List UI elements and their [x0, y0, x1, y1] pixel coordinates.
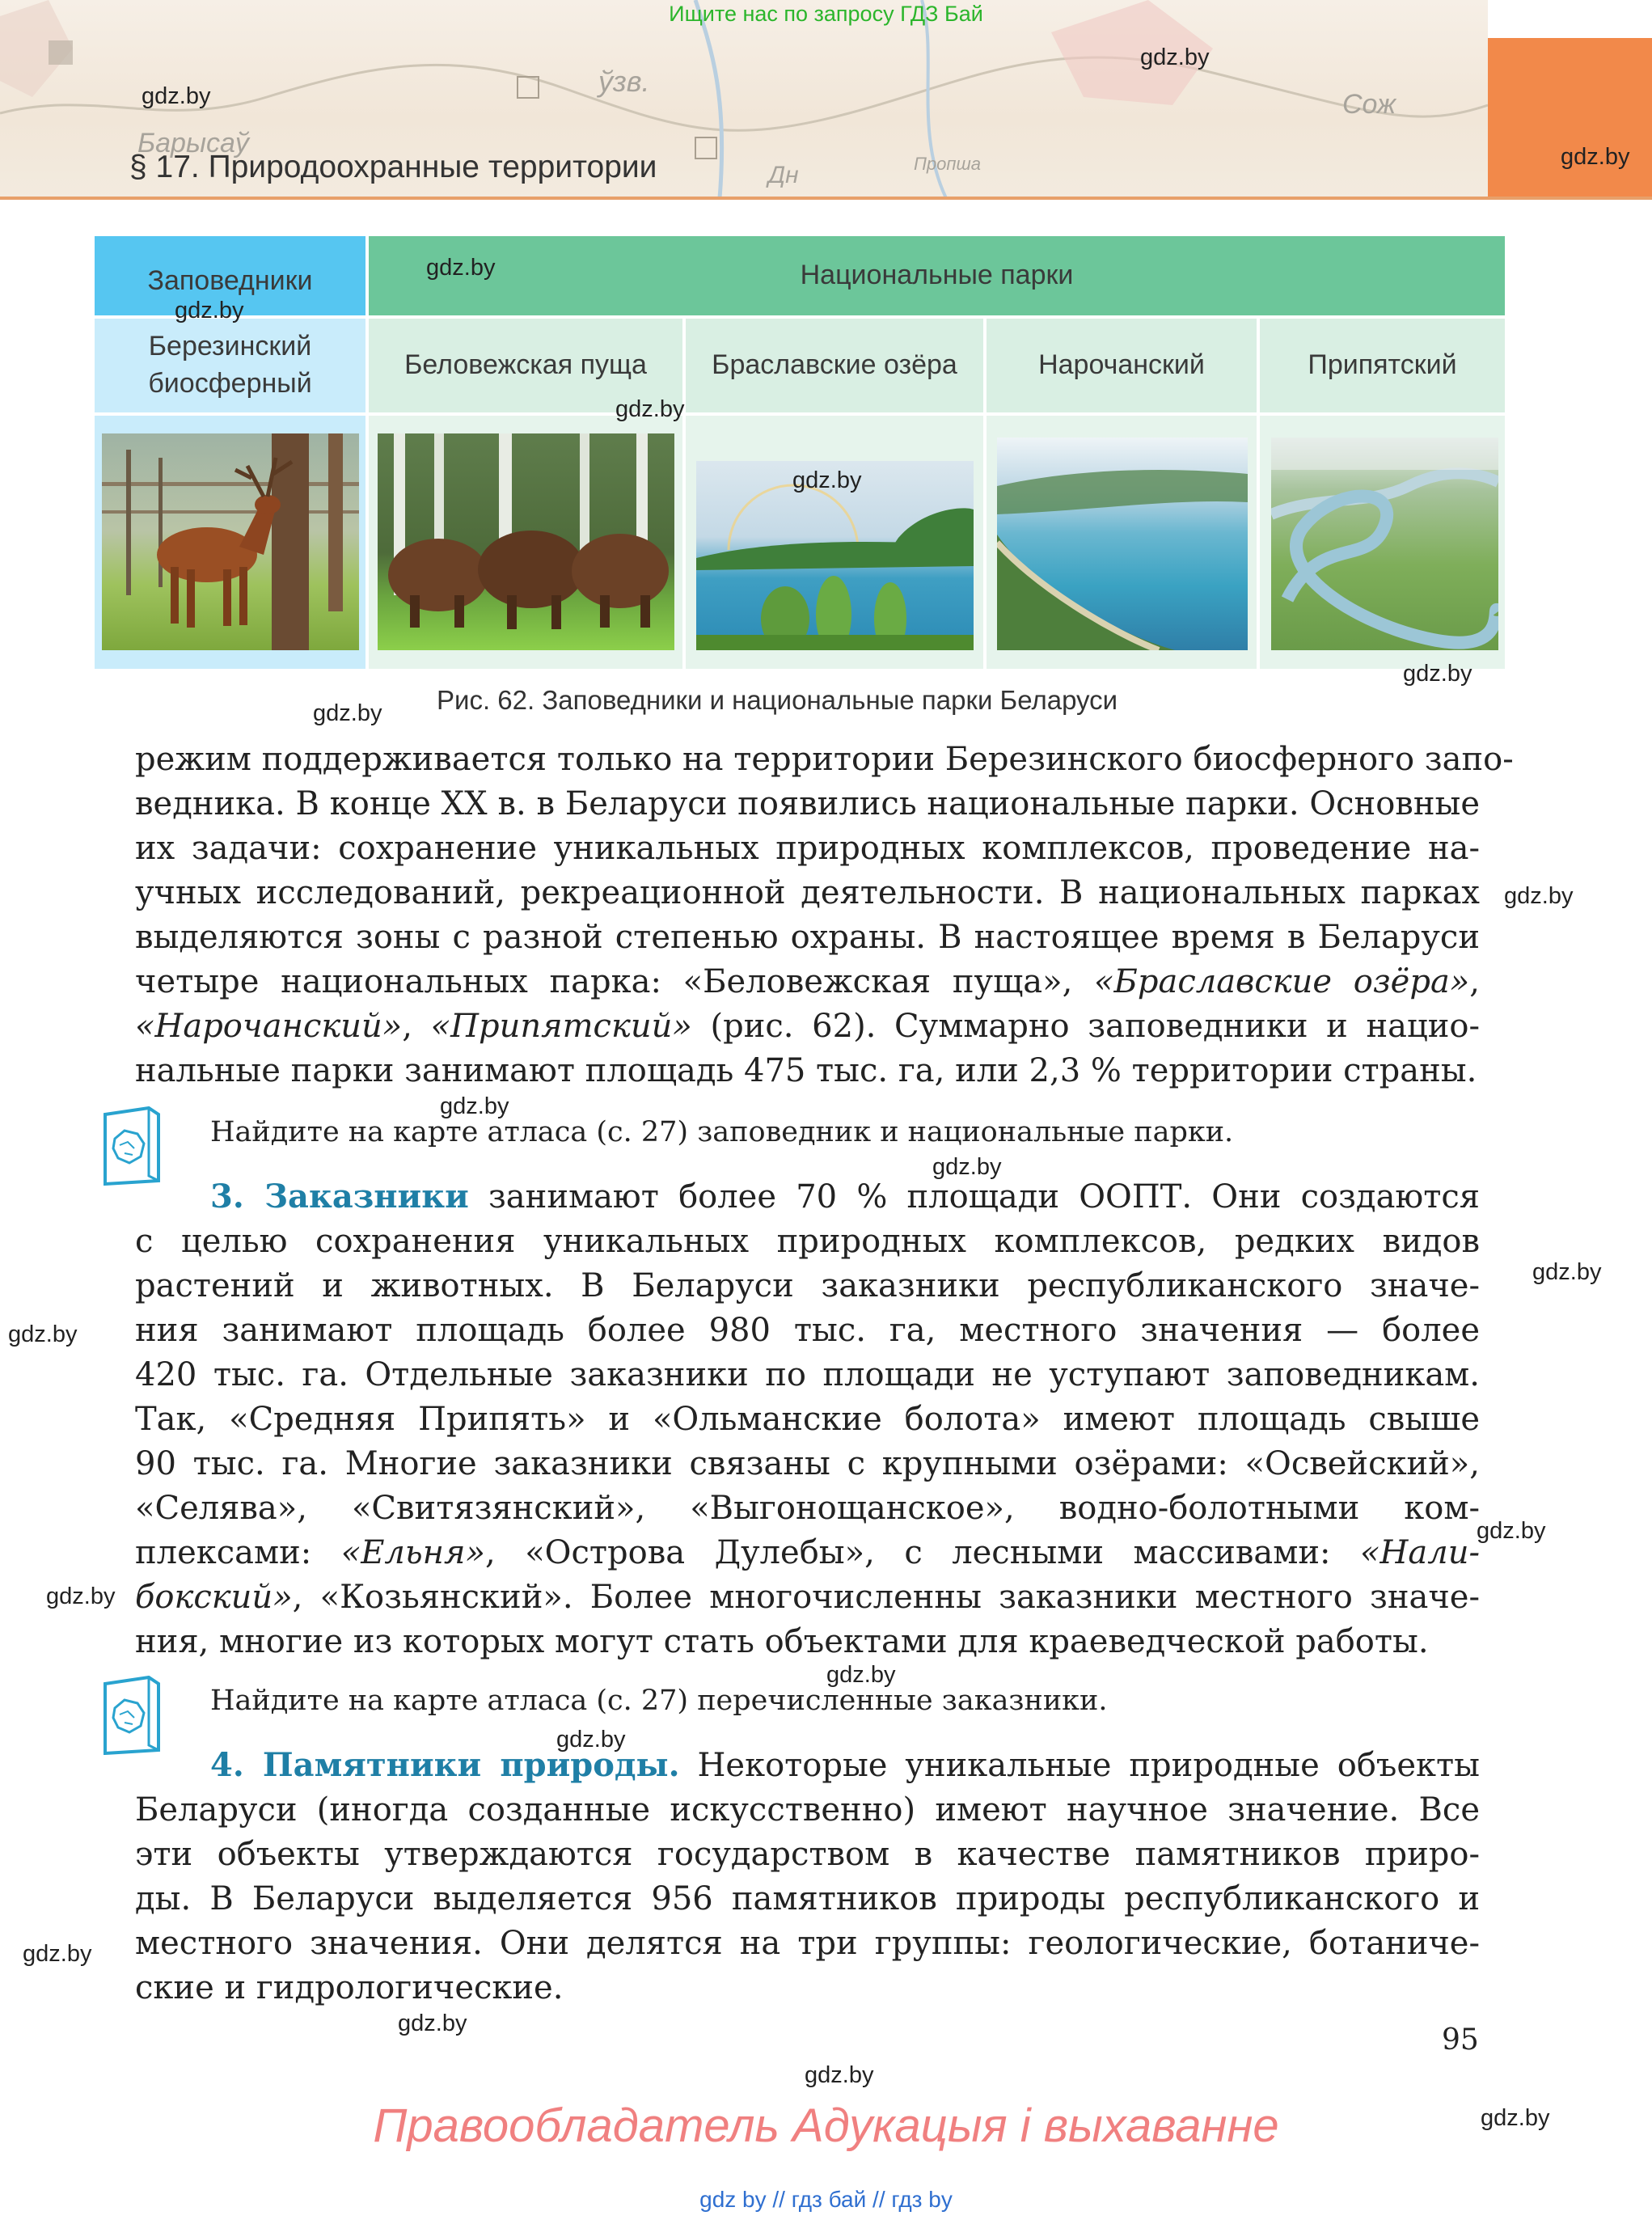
- watermark: gdz.by: [1532, 1259, 1602, 1285]
- text-line: эти объекты утверждаются государством в качестве памятников приро-: [135, 1836, 1480, 1873]
- watermark: gdz.by: [8, 1321, 78, 1347]
- map-label: Пропша: [914, 154, 982, 174]
- text-line: ведника. В конце XX в. в Беларуси появились национальные парки. Основные: [135, 785, 1480, 822]
- chapter-tab: [1488, 38, 1652, 198]
- watermark: gdz.by: [398, 2010, 467, 2036]
- watermark: gdz.by: [1504, 883, 1574, 909]
- italic-name: «Ельня»: [340, 1534, 485, 1571]
- section-title: § 17. Природоохранные территории: [129, 150, 657, 184]
- text-line: [135, 1743, 1480, 1788]
- text-line: ские и гидрологические.: [135, 1969, 564, 2006]
- text-segment: , «Острова Дулебы», с лесными массивами:: [484, 1534, 1361, 1571]
- text-line: их задачи: сохранение уникальных природных комплексов, проведение на-: [135, 830, 1480, 867]
- watermark: gdz.by: [556, 1727, 626, 1753]
- text-line: «Селява», «Свитязянский», «Выгонощанское», водно-болотными ком-: [135, 1490, 1480, 1527]
- text-segment: (рис. 62). Суммарно заповедники и нацио-: [691, 1008, 1480, 1045]
- text-line: ния, многие из которых могут стать объектами для краеведческой работы.: [135, 1623, 1429, 1660]
- text-line: Так, «Средняя Припять» и «Ольманские болота» имеют площадь свыше: [135, 1401, 1480, 1438]
- text-line: ния занимают площадь более 980 тыс. га, местного значения — более: [135, 1312, 1480, 1349]
- watermark: gdz.by: [426, 255, 496, 281]
- reserve-name-line: Березинский: [148, 331, 312, 362]
- watermark: gdz.by: [1561, 144, 1630, 170]
- reserves-header: Заповедники: [95, 236, 365, 315]
- deer-photo: [102, 433, 359, 650]
- watermark: gdz.by: [615, 396, 685, 422]
- paragraph-national-parks: [135, 738, 1514, 1093]
- text-segment: занимают более 70 % площади ООПТ. Они создаются: [468, 1178, 1481, 1216]
- bison-photo: [378, 433, 674, 650]
- italic-name: «Браславские озёра»: [1094, 963, 1470, 1000]
- paragraph-zakazniki: [135, 1174, 1480, 1664]
- lake-naroch-photo: [997, 438, 1248, 650]
- text-line: учных исследований, рекреационной деятельности. В национальных парках: [135, 874, 1480, 911]
- park-name-braslav: Браславские озёра: [686, 319, 983, 412]
- text-segment: ,: [1469, 963, 1480, 1000]
- figure-caption: Рис. 62. Заповедники и национальные парки Беларуси: [437, 685, 1118, 715]
- watermark: gdz.by: [175, 298, 244, 323]
- subheading-monuments: 4. Памятники природы.: [210, 1746, 680, 1784]
- watermark: gdz.by: [440, 1093, 509, 1119]
- text-line: режим поддерживается только на территории Березинского биосферного запо-: [135, 741, 1514, 778]
- paragraph-monuments: [135, 1743, 1480, 2010]
- reserve-name-cell: [95, 319, 365, 412]
- page-number: 95: [1442, 2023, 1479, 2057]
- text-line: растений и животных. В Беларуси заказники республиканского значе-: [135, 1267, 1480, 1304]
- italic-name: бокский»: [135, 1579, 293, 1616]
- text-line: местного значения. Они делятся на три группы: геологические, ботаниче-: [135, 1925, 1480, 1962]
- text-segment: плексами:: [135, 1534, 341, 1571]
- watermark: gdz.by: [805, 2062, 874, 2088]
- map-label: ўзв.: [598, 65, 650, 98]
- footer-links[interactable]: gdz by // гдз бай // гдз by: [699, 2187, 953, 2212]
- italic-name: «Нарочанский»: [135, 1008, 403, 1045]
- text-line: [135, 960, 1480, 1004]
- text-line: ды. В Беларуси выделяется 956 памятников природы республиканского и: [135, 1880, 1480, 1917]
- text-line: с целью сохранения уникальных природных комплексов, редких видов: [135, 1223, 1480, 1260]
- text-line: выделяются зоны с разной степенью охраны. В настоящее время в Беларуси: [135, 919, 1480, 956]
- header-divider: [0, 197, 1652, 200]
- watermark: gdz.by: [46, 1583, 116, 1609]
- watermark: gdz.by: [792, 467, 862, 493]
- text-line: [135, 1004, 1480, 1049]
- watermark: gdz.by: [313, 700, 382, 726]
- text-segment: ,: [402, 1008, 431, 1045]
- watermark: gdz.by: [1403, 661, 1472, 687]
- copyright-notice: Правообладатель Адукацыя і выхаванне: [373, 2099, 1279, 2152]
- map-label: Сож: [1342, 89, 1396, 120]
- watermark: gdz.by: [932, 1154, 1002, 1180]
- watermark: gdz.by: [142, 83, 211, 109]
- watermark: gdz.by: [826, 1662, 896, 1688]
- watermark: gdz.by: [1140, 44, 1210, 70]
- text-line: [135, 1531, 1480, 1575]
- task-find-parks: Найдите на карте атласа (с. 27) заповедник и национальные парки.: [210, 1116, 1234, 1148]
- park-name-belovezhskaya: Беловежская пуща: [369, 319, 682, 412]
- text-segment: четыре национальных парка: «Беловежская пуща»,: [135, 963, 1095, 1000]
- map-label: Барысаў: [137, 128, 249, 159]
- park-name-naroch: Нарочанский: [987, 319, 1257, 412]
- text-segment: , «Козьянский». Более многочисленны заказники местного значе-: [292, 1579, 1480, 1616]
- park-name-pripyat: Припятский: [1260, 319, 1505, 412]
- italic-name: «Нали-: [1360, 1534, 1480, 1571]
- watermark: gdz.by: [1481, 2105, 1550, 2131]
- river-pripyat-photo: [1271, 438, 1498, 650]
- reserve-name-line: биосферный: [148, 368, 312, 399]
- text-line: нальные парки занимают площадь 475 тыс. га, или 2,3 % территории страны.: [135, 1052, 1477, 1089]
- italic-name: «Припятский»: [430, 1008, 692, 1045]
- top-banner[interactable]: Ищите нас по запросу ГДЗ Бай: [669, 2, 983, 26]
- text-line: Беларуси (иногда созданные искусственно) имеют научное значение. Все: [135, 1791, 1480, 1829]
- text-line: 90 тыс. га. Многие заказники связаны с крупными озёрами: «Освейский»,: [135, 1445, 1480, 1482]
- map-label: Дн: [768, 162, 799, 188]
- text-line: [135, 1575, 1480, 1620]
- text-line: 420 тыс. га. Отдельные заказники по площади не уступают заповедникам.: [135, 1356, 1480, 1393]
- task-find-zakazniki: Найдите на карте атласа (с. 27) перечисленные заказники.: [210, 1685, 1108, 1717]
- parks-header: Национальные парки: [369, 236, 1505, 315]
- text-segment: Некоторые уникальные природные объекты: [679, 1747, 1480, 1784]
- watermark: gdz.by: [23, 1941, 92, 1967]
- watermark: gdz.by: [1477, 1518, 1546, 1544]
- subheading-zakazniki: 3. Заказники: [210, 1178, 469, 1216]
- text-line: [135, 1174, 1480, 1220]
